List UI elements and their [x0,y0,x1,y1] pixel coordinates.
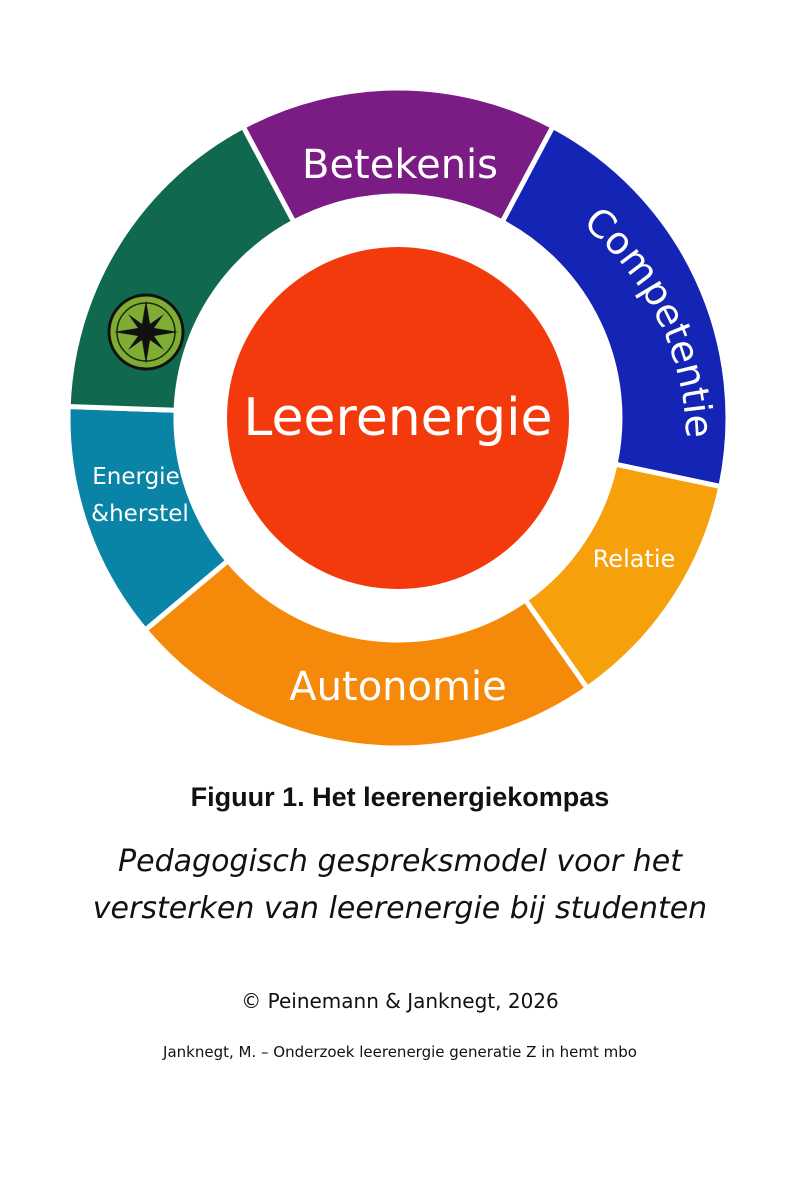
figure-subtitle-line-1: Pedagogisch gespreksmodel voor het [118,844,682,879]
center-label: Leerenergie [243,388,553,448]
segment-label-competentie-path: Competentie [576,198,722,439]
segment-label-energie: Energie [92,464,180,490]
segment-label-herstel: &herstel [91,501,189,527]
segment-label-autonomie: Autonomie [289,664,507,710]
compass-star-icon [109,295,183,369]
copyright-notice: © Peinemann & Janknegt, 2026 [241,989,559,1013]
source-citation: Janknegt, M. – Onderzoek leerenergie generatie Z in hemt mbo [163,1043,637,1061]
segment-autonomie [145,561,587,748]
segment-label-betekenis: Betekenis [302,142,498,188]
segment-label-relatie: Relatie [592,545,676,573]
figure-title: Figuur 1. Het leerenergiekompas [190,782,610,812]
figure-subtitle [40,838,760,932]
figure-subtitle-line-2: versterken van leerenergie bij studenten [92,891,708,926]
